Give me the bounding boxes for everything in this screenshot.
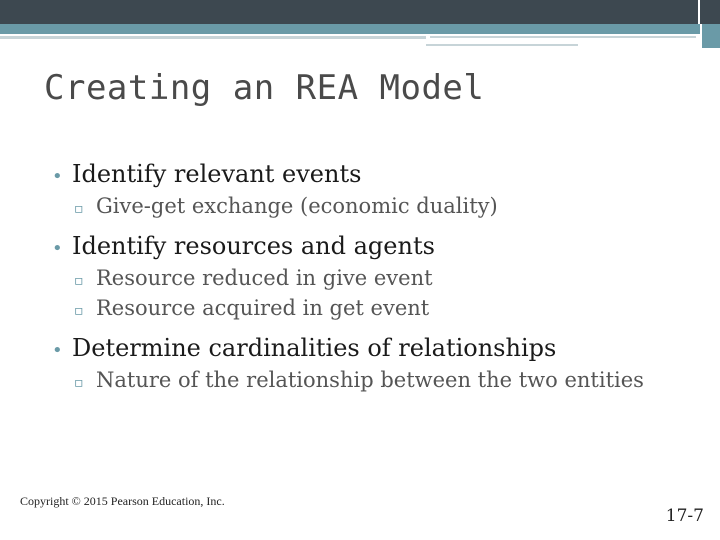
- sub-bullet-item: [74, 296, 712, 320]
- header-bar-light-2: [430, 36, 696, 38]
- square-bullet-icon: ▫: [74, 375, 84, 391]
- header-bar-dark: [0, 0, 698, 24]
- bullet-text: Identify resources and agents: [72, 232, 435, 260]
- copyright-notice: Copyright © 2015 Pearson Education, Inc.: [20, 494, 225, 508]
- bullet-dot-icon: •: [52, 340, 63, 361]
- sub-bullet-text: Resource reduced in give event: [96, 266, 433, 290]
- header-bar-light-3: [426, 44, 578, 46]
- header-bar-dark-right: [700, 0, 720, 24]
- slide-number: 17-7: [665, 506, 704, 526]
- header-bar-teal: [0, 24, 700, 34]
- sub-bullet-text: Give-get exchange (economic duality): [96, 194, 498, 218]
- bullet-dot-icon: •: [52, 238, 63, 259]
- square-bullet-icon: ▫: [74, 201, 84, 217]
- bullet-item: [52, 160, 712, 188]
- sub-bullet-text: Resource acquired in get event: [96, 296, 430, 320]
- square-bullet-icon: ▫: [74, 273, 84, 289]
- header-bar-teal-right: [702, 24, 720, 48]
- sub-bullet-item: [74, 266, 712, 290]
- slide-content: [52, 160, 712, 392]
- header-bar-light: [0, 36, 426, 39]
- bullet-item: [52, 232, 712, 260]
- bullet-text: Determine cardinalities of relationships: [72, 334, 557, 362]
- bullet-dot-icon: •: [52, 166, 63, 187]
- sub-bullet-item: [74, 368, 712, 392]
- bullet-item: [52, 334, 712, 362]
- bullet-text: Identify relevant events: [72, 160, 362, 188]
- sub-bullet-item: [74, 194, 712, 218]
- square-bullet-icon: ▫: [74, 303, 84, 319]
- slide-title: Creating an REA Model: [44, 68, 485, 108]
- sub-bullet-text: Nature of the relationship between the two entities: [96, 368, 644, 392]
